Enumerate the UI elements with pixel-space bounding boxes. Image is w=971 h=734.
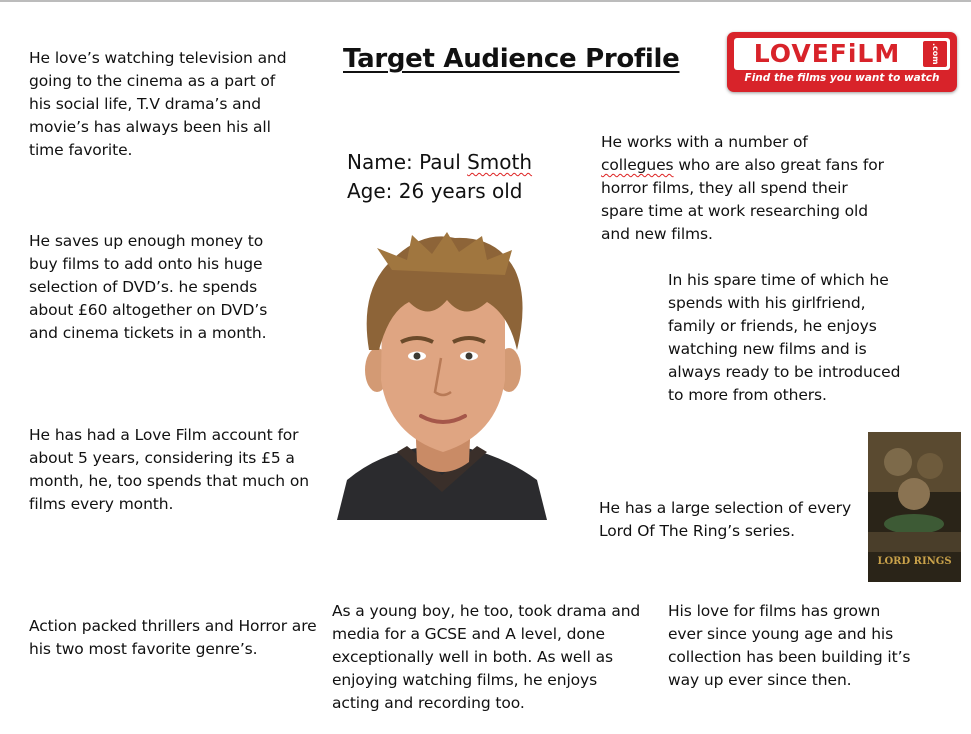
paragraph-tv [29,47,286,162]
person-info [347,148,532,206]
text-line: films every month. [29,495,174,513]
person-age: Age: 26 years old [347,179,523,203]
paragraph-genre [29,615,317,661]
text-line: about £60 altogether on DVD’s [29,301,268,319]
text-line: media for a GCSE and A level, done [332,625,605,643]
text-line: selection of DVD’s. he spends [29,278,258,296]
text-line: He has had a Love Film account for [29,426,299,444]
text-line: He love’s watching television and [29,49,287,67]
misspelled-word: collegues [601,156,674,174]
text-line: He works with a number of [601,133,808,151]
text-line: going to the cinema as a part of [29,72,276,90]
paragraph-colleagues [601,131,884,246]
paragraph-dvd [29,230,267,345]
text-line: and cinema tickets in a month. [29,324,267,342]
paragraph-lotr [599,497,851,543]
text-line: horror films, they all spend their [601,179,848,197]
text-line: Lord Of The Ring’s series. [599,522,795,540]
text-line: enjoying watching films, he enjoys [332,671,598,689]
paragraph-account [29,424,309,516]
text-line: ever since young age and his [668,625,894,643]
poster-title: LORD RINGS [877,556,952,567]
text-line: time favorite. [29,141,133,159]
text-line: He saves up enough money to [29,232,264,250]
name-label: Name: Paul [347,150,468,174]
logo-wordmark-box [734,38,950,70]
logo-suffix: .com [923,41,947,67]
name-value: Smoth [467,150,533,174]
paragraph-spare-time [668,269,900,407]
text-line: As a young boy, he too, took drama and [332,602,641,620]
text-line: buy films to add onto his huge [29,255,263,273]
page-title: Target Audience Profile [343,44,680,74]
text-line: always ready to be introduced [668,363,901,381]
text-line: his two most favorite genre’s. [29,640,258,658]
text-line [601,154,884,177]
text-line: Action packed thrillers and Horror are [29,617,317,635]
logo-wordmark: LOVEFiLM [753,39,901,68]
text-line: spends with his girlfriend, [668,294,866,312]
person-name [347,148,532,177]
logo-tagline: Find the films you want to watch [744,72,940,84]
text-line: watching new films and is [668,340,867,358]
lotr-poster [868,432,961,582]
text-line: exceptionally well in both. As well as [332,648,613,666]
text-line: about 5 years, considering its £5 a [29,449,295,467]
paragraph-drama [332,600,640,715]
text-fragment: who are also great fans for [673,156,884,174]
text-line: and new films. [601,225,713,243]
text-line: month, he, too spends that much on [29,472,309,490]
lovefilm-logo [727,32,957,92]
text-line: movie’s has always been his all [29,118,271,136]
portrait-photo [337,230,547,520]
text-line: family or friends, he enjoys [668,317,877,335]
paragraph-collection [668,600,910,692]
text-line: way up ever since then. [668,671,852,689]
text-line: spare time at work researching old [601,202,868,220]
text-line: In his spare time of which he [668,271,889,289]
text-line: his social life, T.V drama’s and [29,95,261,113]
text-line: collection has been building it’s [668,648,911,666]
text-line: His love for films has grown [668,602,881,620]
text-line: He has a large selection of every [599,499,852,517]
text-line: acting and recording too. [332,694,525,712]
text-line: to more from others. [668,386,827,404]
